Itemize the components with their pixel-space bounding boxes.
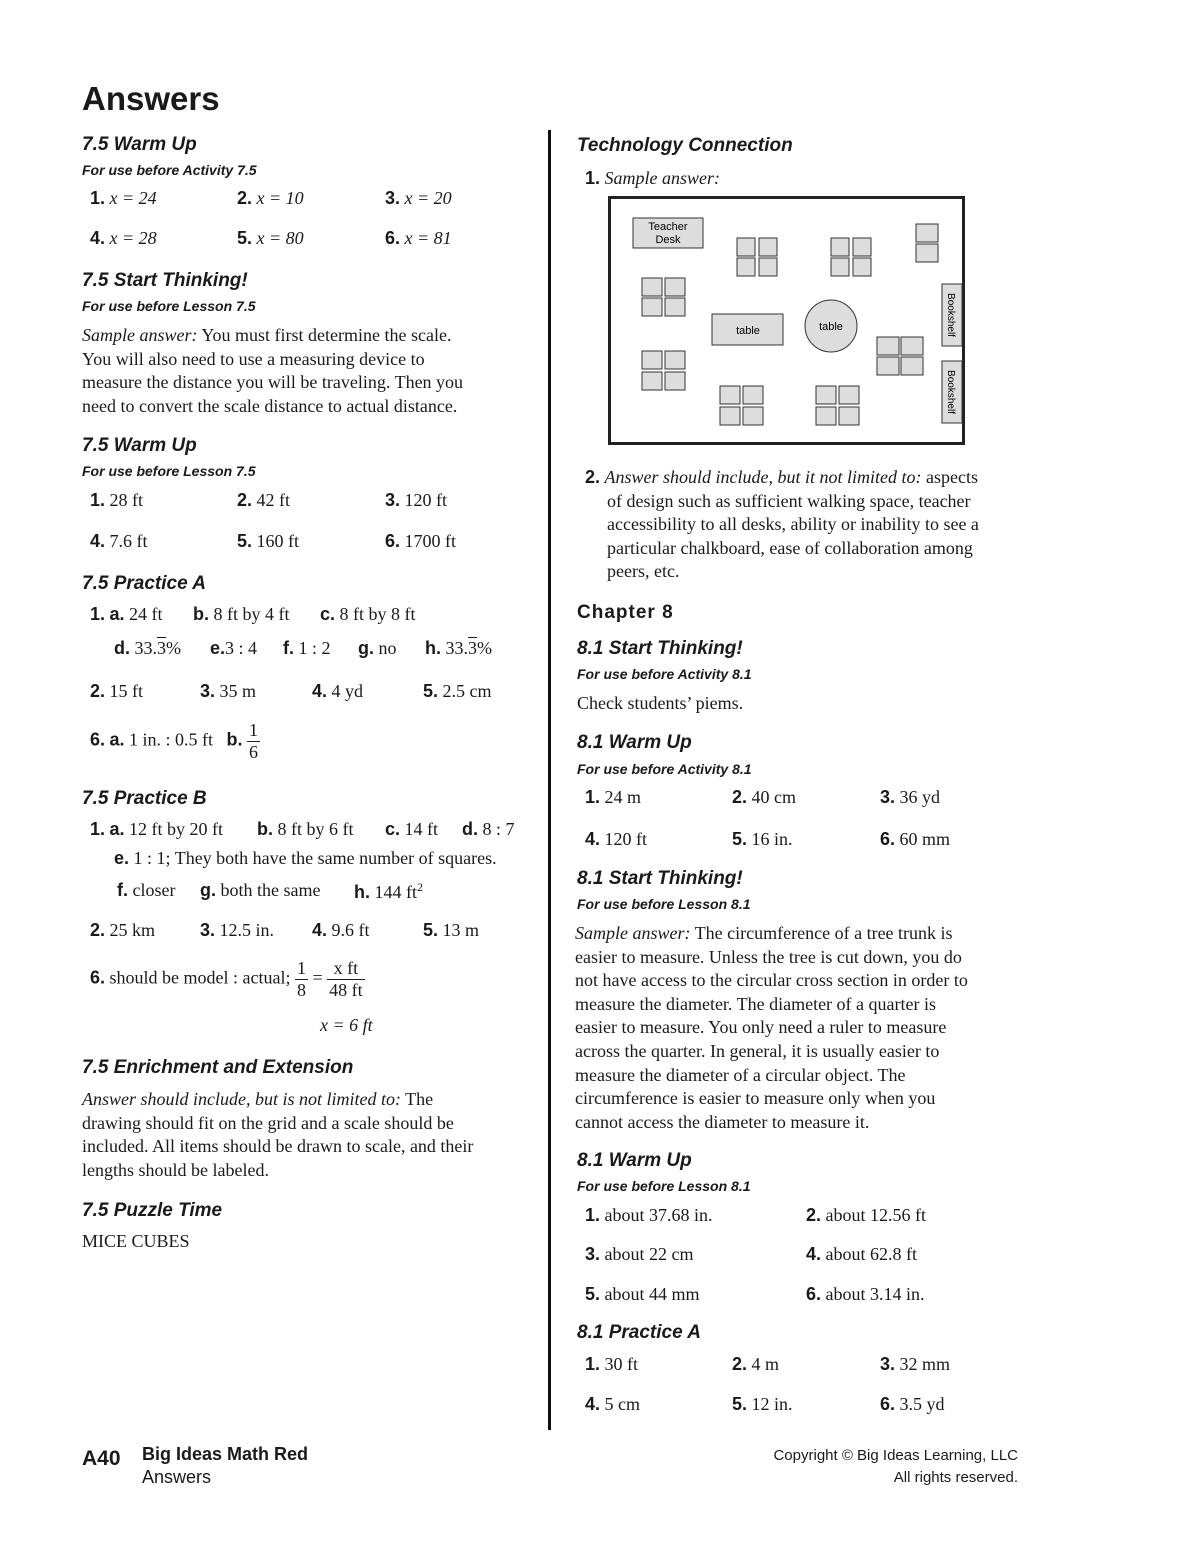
section-title: 8.1 Practice A	[577, 1322, 701, 1343]
answer-item: 1. 28 ft	[90, 490, 144, 510]
svg-text:Desk: Desk	[655, 234, 681, 246]
section-subtitle: For use before Lesson 8.1	[577, 896, 751, 912]
bookshelf	[942, 361, 962, 423]
svg-text:table: table	[736, 325, 760, 337]
answer-item: 2. 25 km	[90, 920, 156, 940]
answer-item: e. 1 : 1; They both have the same number of squares.	[114, 848, 497, 868]
answer-item: 6. should be model : actual; $\frac{1}{8}$ = $\frac{\text{x ft}}{48 ft}$	[90, 958, 363, 1000]
section-title: 8.1 Warm Up	[577, 1150, 692, 1171]
fraction: $\frac{1}{6}$	[249, 720, 259, 762]
section-title: 8.1 Start Thinking!	[577, 868, 743, 889]
answer-item: 2. 42 ft	[237, 490, 291, 510]
answer-item: 5. about 44 mm	[585, 1284, 700, 1304]
svg-text:Bookshelf: Bookshelf	[945, 370, 956, 414]
answer-item: f. 1 : 2	[283, 638, 331, 658]
answer-item: 3. 32 mm	[880, 1354, 951, 1374]
column-divider	[548, 130, 551, 1430]
answer-item: 4. about 62.8 ft	[806, 1244, 918, 1264]
answer-item: 1. 30 ft	[585, 1354, 639, 1374]
answer-item: 3. 36 yd	[880, 787, 941, 807]
rights: All rights reserved.	[893, 1469, 1018, 1486]
answer-paragraph: Answer should include, but is not limited to: The drawing should fit on the grid and a scale should be included. All items should be drawn to scale, and their lengths should be labeled.	[82, 1089, 474, 1180]
answer-item: g. no	[358, 638, 397, 658]
answer-text: MICE CUBES	[82, 1231, 190, 1251]
answer-item: c. 14 ft	[385, 819, 439, 839]
answer-item: 5. x = 80	[237, 228, 304, 248]
bookshelf	[942, 284, 962, 346]
answer-item: 1. x = 24	[90, 188, 157, 208]
section-title: 7.5 Enrichment and Extension	[82, 1057, 354, 1078]
answer-item: 6. 1700 ft	[385, 531, 457, 551]
answer-item: e.3 : 4	[210, 638, 258, 658]
answer-item: 1. a. 12 ft by 20 ft	[90, 819, 224, 839]
section-title: 7.5 Practice A	[82, 573, 206, 594]
answer-item: 2. 15 ft	[90, 681, 144, 701]
answer-item: 3. 35 m	[200, 681, 257, 701]
answer-item: b. 8 ft by 6 ft	[257, 819, 354, 839]
answer-result: x = 6 ft	[320, 1015, 373, 1035]
answer-item: 3. about 22 cm	[585, 1244, 694, 1264]
round-table	[805, 300, 857, 352]
section-subtitle: For use before Lesson 7.5	[82, 463, 256, 479]
page-title: Answers	[82, 80, 220, 117]
answer-item: 2. 40 cm	[732, 787, 797, 807]
answer-item: d. 8 : 7	[462, 819, 515, 839]
answer-item: 6. x = 81	[385, 228, 452, 248]
answer-item: c. 8 ft by 8 ft	[320, 604, 416, 624]
answer-item: f. closer	[117, 880, 176, 900]
answer-item: 5. 12 in.	[732, 1394, 793, 1414]
answer-item: 5. 2.5 cm	[423, 681, 492, 701]
page-number: A40	[82, 1447, 121, 1470]
answer-item: 2. about 12.56 ft	[806, 1205, 927, 1225]
fraction: $\frac{\text{x ft}}{48 ft}$	[329, 958, 363, 1000]
section-subtitle: For use before Activity 8.1	[577, 666, 752, 682]
answer-item: h. 33.3%	[425, 638, 492, 658]
answer-item: 1. Sample answer:	[585, 168, 721, 188]
answer-item: d. 33.3%	[114, 638, 181, 658]
answer-item: 2. x = 10	[237, 188, 304, 208]
answer-item: 6. a. 1 in. : 0.5 ft b. $\frac{1}{6}$	[90, 720, 259, 762]
section-title: 8.1 Start Thinking!	[577, 638, 743, 659]
answer-item: 5. 16 in.	[732, 829, 793, 849]
answer-paragraph: Sample answer: The circumference of a tree trunk is easier to measure. Unless the tree is cut down, you do not have access to the circular cross section in order to measure the diameter. The diameter of a quarter is easier to measure. You only need a ruler to measure across the quarter. In general, it is usually easier to measure the diameter of a circular object. The circumference is easier to measure only when you cannot access the diameter to measure it.	[575, 923, 968, 1132]
section-title: 7.5 Start Thinking!	[82, 270, 248, 291]
answer-item: 1. about 37.68 in.	[585, 1205, 713, 1225]
svg-text:Bookshelf: Bookshelf	[945, 293, 956, 337]
answer-item: 1. 24 m	[585, 787, 642, 807]
section-title: 7.5 Warm Up	[82, 435, 197, 456]
answer-item: 3. x = 20	[385, 188, 452, 208]
answer-item: 1. a. 24 ft	[90, 604, 163, 624]
answer-item: b. 8 ft by 4 ft	[193, 604, 290, 624]
book-title: Big Ideas Math Red	[142, 1444, 309, 1464]
section-title: 8.1 Warm Up	[577, 732, 692, 753]
answer-item: g. both the same	[200, 880, 321, 900]
book-section: Answers	[142, 1467, 212, 1487]
answer-item: 4. x = 28	[90, 228, 157, 248]
answer-item: 5. 160 ft	[237, 531, 300, 551]
chapter-heading: Chapter 8	[577, 602, 674, 623]
section-title: 7.5 Warm Up	[82, 134, 197, 155]
teacher-desk	[633, 218, 703, 248]
answer-item: 4. 5 cm	[585, 1394, 641, 1414]
answer-item: 6. about 3.14 in.	[806, 1284, 925, 1304]
answer-item: 2. 4 m	[732, 1354, 780, 1374]
answer-item: 6. 3.5 yd	[880, 1394, 945, 1414]
answer-item: 3. 120 ft	[385, 490, 448, 510]
answer-item: h. 144 $ft^2$	[354, 880, 423, 902]
answer-item: 4. 4 yd	[312, 681, 364, 701]
svg-text:Teacher: Teacher	[648, 221, 688, 233]
answer-paragraph: Sample answer: You must first determine the scale. You will also need to use a measuring device to measure the distance you will be traveling. Then you need to convert the scale distance to actual distance.	[82, 325, 464, 416]
fraction: $\frac{1}{8}$	[296, 958, 306, 1000]
answer-item: 4. 120 ft	[585, 829, 648, 849]
section-subtitle: For use before Activity 7.5	[82, 162, 257, 178]
section-subtitle: For use before Lesson 7.5	[82, 298, 256, 314]
classroom-diagram	[608, 196, 966, 446]
answer-item: 4. 9.6 ft	[312, 920, 370, 940]
svg-text:table: table	[819, 321, 843, 333]
section-title: 7.5 Puzzle Time	[82, 1200, 223, 1221]
copyright: Copyright © Big Ideas Learning, LLC	[773, 1447, 1018, 1464]
answer-item: 3. 12.5 in.	[200, 920, 275, 940]
rectangular-table	[712, 314, 783, 345]
section-subtitle: For use before Activity 8.1	[577, 761, 752, 777]
section-subtitle: For use before Lesson 8.1	[577, 1178, 751, 1194]
answer-item: 4. 7.6 ft	[90, 531, 148, 551]
section-title: 7.5 Practice B	[82, 788, 207, 809]
answer-paragraph: 2. Answer should include, but it not limited to: aspects of design such as sufficient walking space, teacher accessibility to all desks, ability or inability to see a particular chalkboard, ease of collaboration among peers, etc.	[585, 467, 979, 582]
answer-text: Check students’ piems.	[577, 693, 744, 713]
answer-item: 6. 60 mm	[880, 829, 951, 849]
section-title: Technology Connection	[577, 135, 793, 156]
answer-item: 5. 13 m	[423, 920, 480, 940]
